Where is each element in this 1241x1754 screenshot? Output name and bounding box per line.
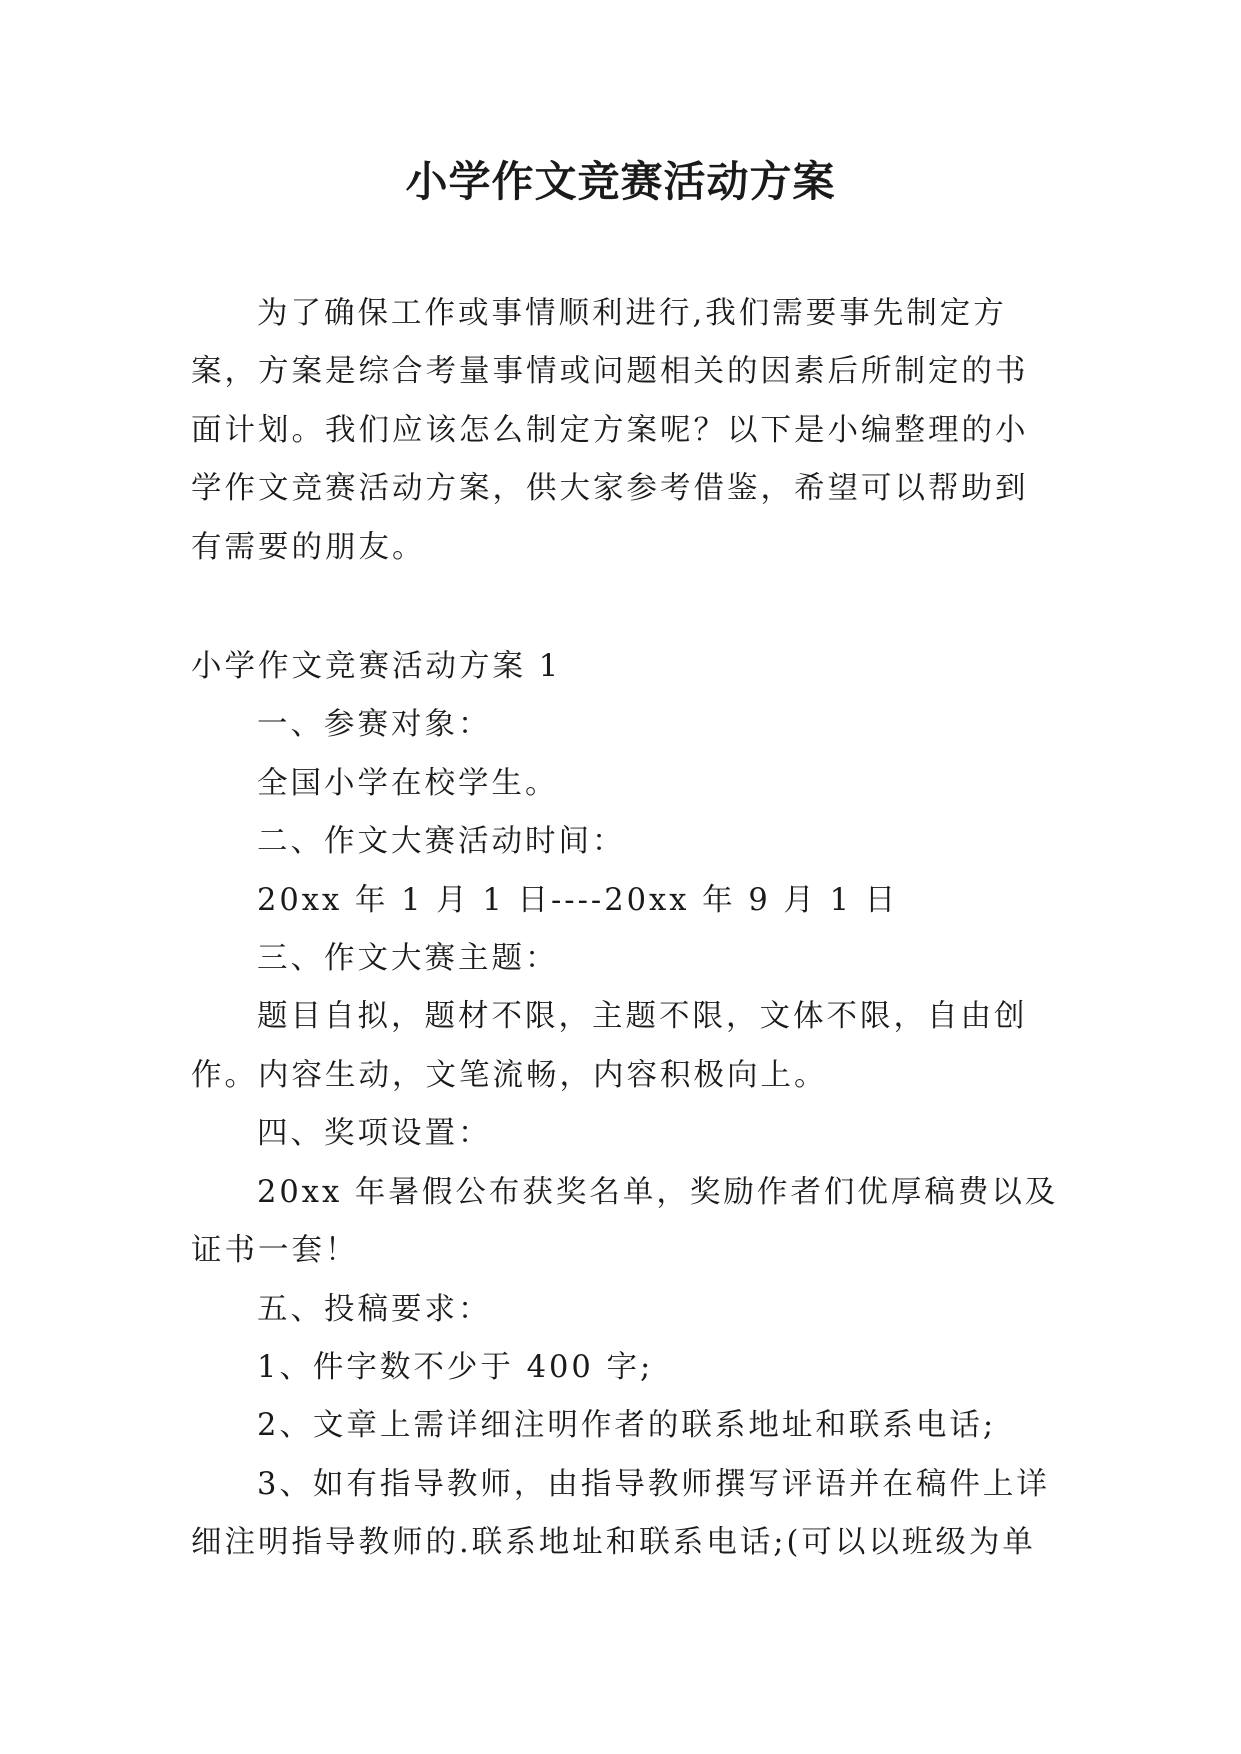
document-body (191, 285, 1059, 1573)
paragraph: 四、奖项设置： (257, 1116, 492, 1152)
paragraph: 3、如有指导教师，由指导教师撰写评语并在稿件上详细注明指导教师的.联系地址和联系电话;(可以以班级为单 (191, 1466, 1050, 1561)
paragraph: 三、作文大赛主题： (257, 941, 559, 977)
document-title: 小学作文竞赛活动方案 (405, 157, 836, 206)
paragraph: 二、作文大赛活动时间： (257, 824, 626, 860)
paragraph: 20xx 年暑假公布获奖名单，奖励作者们优厚稿费以及证书一套！ (191, 1174, 1059, 1269)
paragraph: 全国小学在校学生。 (257, 765, 559, 801)
intro-paragraph: 为了确保工作或事情顺利进行,我们需要事先制定方案，方案是综合考量事情或问题相关的因素后所制定的书面计划。我们应该怎么制定方案呢？以下是小编整理的小学作文竞赛活动方案，供大家参考借鉴，希望可以帮助到有需要的朋友。 (191, 296, 1029, 565)
paragraph: 一、参赛对象： (257, 707, 492, 743)
paragraph: 2、文章上需详细注明作者的联系地址和联系电话; (257, 1408, 997, 1444)
paragraph: 20xx 年 1 月 1 日----20xx 年 9 月 1 日 (257, 882, 899, 918)
paragraph: 五、投稿要求： (257, 1291, 492, 1327)
section-heading: 小学作文竞赛活动方案 1 (191, 649, 562, 685)
paragraph: 1、件字数不少于 400 字; (257, 1349, 654, 1385)
paragraph: 题目自拟，题材不限，主题不限，文体不限，自由创作。内容生动，文笔流畅，内容积极向上。 (191, 999, 1028, 1093)
